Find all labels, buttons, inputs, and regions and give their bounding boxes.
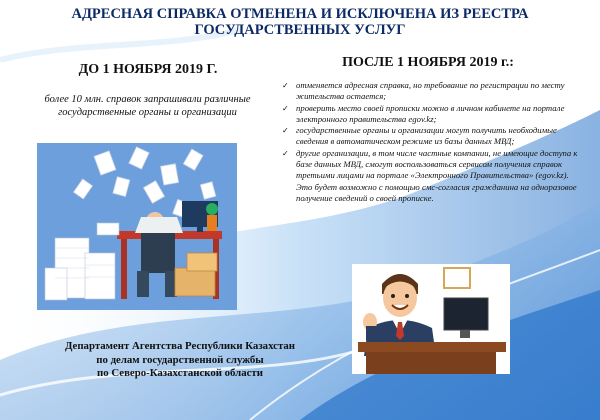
after-changes-list — [282, 80, 582, 204]
overworked-clerk-illustration — [37, 143, 237, 310]
footer-line-3: по Северо-Казахстанской области — [97, 367, 263, 380]
department-footer — [40, 340, 320, 381]
list-item: ✓ другие организации, в том числе частные компании, не имеющие доступа к базе данных МВД, смогут воспользоваться сервисом получения справок третьими лицами на портале «Электронного Правительства» (egov.kz). Это будет возможно с помощью смс-согласия гражданина на одноразовое получение сведений о своей прописке. — [282, 147, 578, 203]
happy-office-worker-illustration — [352, 264, 510, 374]
footer-line-1: Департамент Агентства Республики Казахстан — [64, 340, 296, 352]
checkmark-icon: ✓ — [282, 126, 289, 136]
list-item: ✓ проверить место своей прописки можно в личном кабинете на портале электронного правительства egov.kz; — [282, 102, 565, 124]
title-line-2: ГОСУДАРСТВЕННЫХ УСЛУГ — [194, 22, 406, 38]
list-item: ✓ отменяется адресная справка, но требование по регистрации по месту жительства остается; — [282, 80, 565, 102]
footer-line-2: по делам государственной службы — [96, 353, 264, 366]
list-item: ✓ государственные органы и организации могут получить необходимые сведения в автоматическом режиме из базы данных МВД; — [282, 125, 557, 147]
checkmark-icon: ✓ — [282, 81, 289, 90]
checkmark-icon: ✓ — [282, 103, 289, 113]
before-description: более 10 млн. справок запрашивали различные государственные органы и организации — [44, 94, 251, 118]
title-line-1: АДРЕСНАЯ СПРАВКА ОТМЕНЕНА И ИСКЛЮЧЕНА ИЗ РЕЕСТРА — [71, 6, 529, 22]
checkmark-icon: ✓ — [282, 148, 289, 158]
before-heading: ДО 1 НОЯБРЯ 2019 Г. — [78, 62, 218, 77]
after-heading: ПОСЛЕ 1 НОЯБРЯ 2019 г.: — [342, 55, 514, 70]
page-title — [0, 6, 600, 38]
